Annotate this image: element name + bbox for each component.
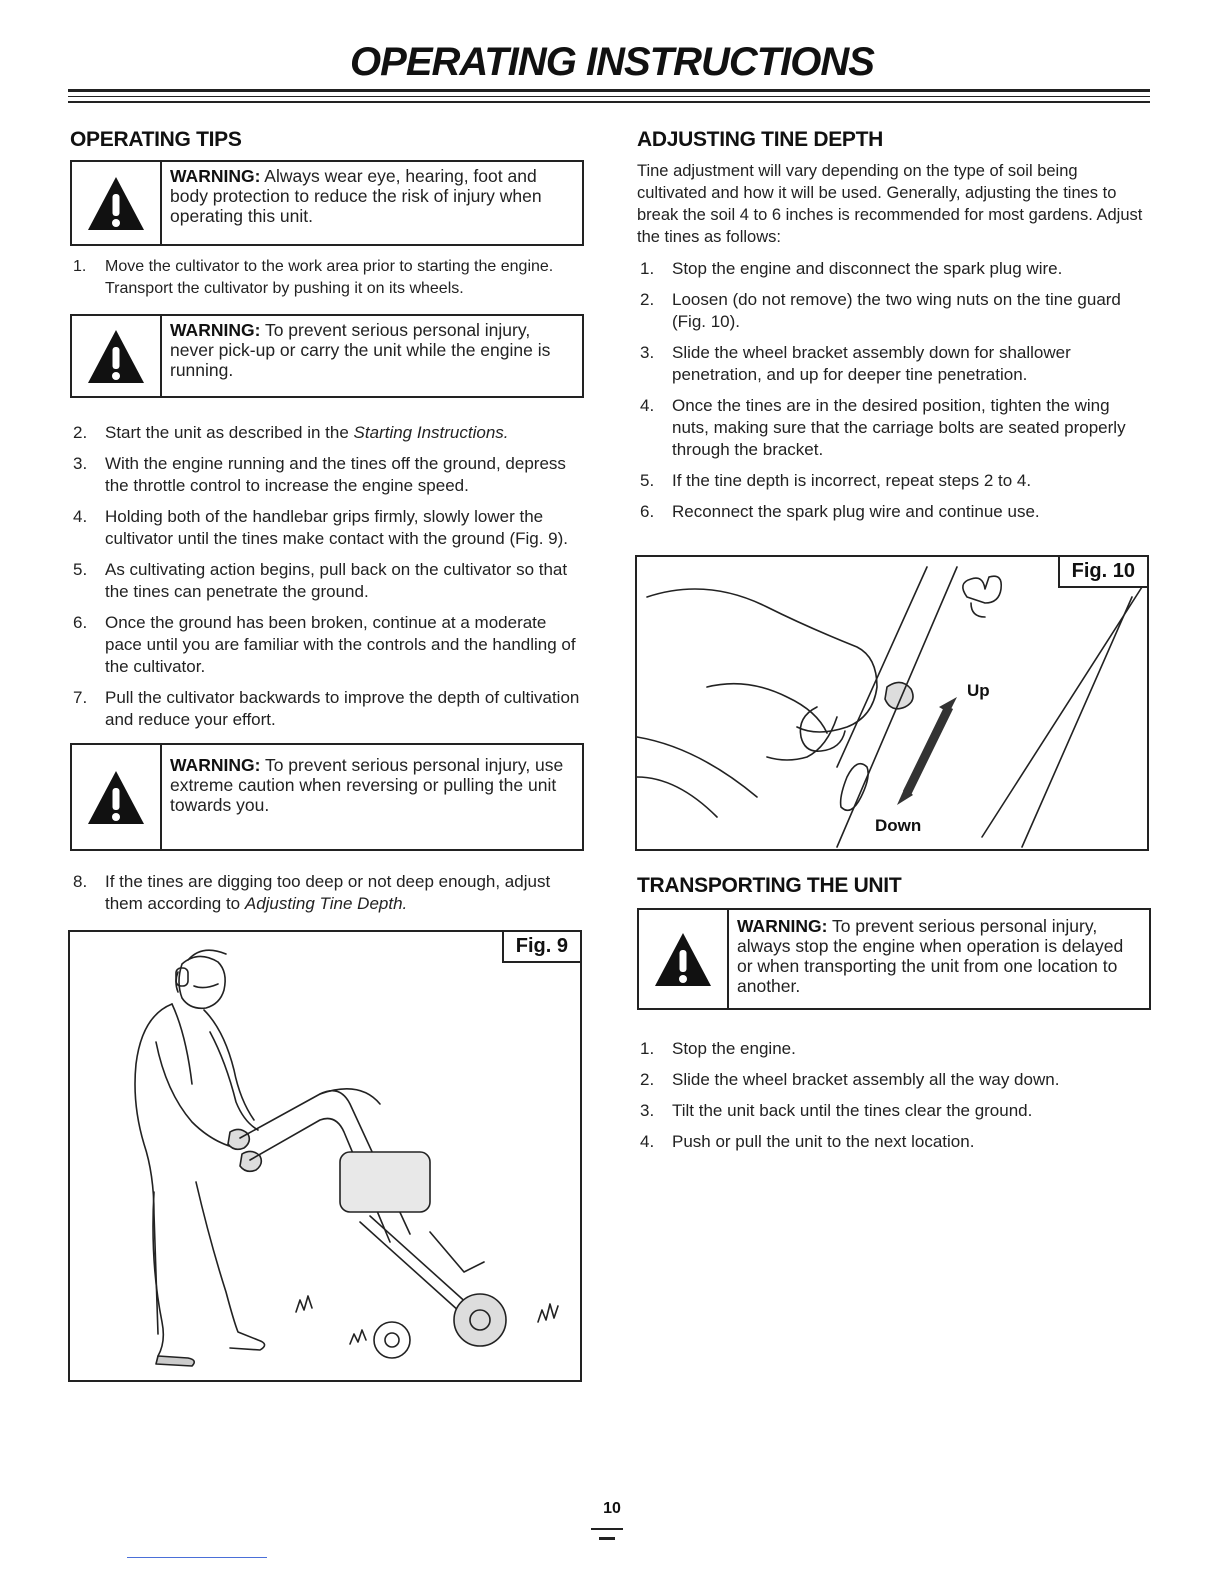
warning-body: To prevent serious personal injury, never pick-up or carry the unit while the engine is running.: [170, 320, 551, 380]
list-item: [637, 395, 1151, 461]
step-text: Push or pull the unit to the next location.: [672, 1132, 975, 1151]
step-text: If the tines are digging too deep or not deep enough, adjust them according to: [105, 872, 551, 913]
step-text: Loosen (do not remove) the two wing nuts on the tine guard (Fig. 10).: [672, 290, 1121, 331]
step-number: 3.: [640, 343, 655, 362]
warning-text: [162, 162, 582, 244]
page-number-rule: [599, 1537, 615, 1540]
step-number: 5.: [640, 471, 655, 490]
list-item: [637, 470, 1151, 492]
step-number: 8.: [73, 872, 88, 891]
list-item: [70, 612, 584, 678]
warning-box: [70, 743, 584, 851]
steps-list: [70, 422, 584, 731]
steps-list: [70, 256, 584, 300]
step-number: 7.: [73, 688, 88, 707]
step-text: Reconnect the spark plug wire and continue use.: [672, 502, 1040, 521]
step-reference: Adjusting Tine Depth.: [244, 894, 408, 913]
warning-label: WARNING:: [737, 916, 828, 936]
steps-list: [637, 1038, 1151, 1153]
step-text: With the engine running and the tines off the ground, depress the throttle control to increase the engine speed.: [105, 454, 566, 495]
list-item: [637, 501, 1151, 523]
step-number: 4.: [73, 507, 88, 526]
footer-link-underline: [127, 1557, 267, 1558]
warning-text: [729, 910, 1149, 1008]
list-item: [70, 559, 584, 603]
step-number: 4.: [640, 1132, 655, 1151]
step-number: 5.: [73, 560, 88, 579]
intro-paragraph: Tine adjustment will vary depending on the type of soil being cultivated and how it will be used. Generally, adjusting the tines to break the soil 4 to 6 inches is recommended for most gardens. Adjust the tines as follows:: [637, 162, 1143, 246]
step-number: 2.: [640, 1070, 655, 1089]
cultivator-operator-illustration: [70, 932, 580, 1380]
figure-9: [68, 930, 582, 1382]
header-rule: [68, 101, 1150, 103]
page-title: OPERATING INSTRUCTIONS: [350, 40, 874, 84]
step-number: 3.: [73, 454, 88, 473]
warning-label: WARNING:: [170, 166, 261, 186]
step-number: 2.: [640, 290, 655, 309]
warning-triangle-icon: [639, 910, 729, 1008]
steps-list: [70, 871, 584, 915]
header-rule: [68, 89, 1150, 92]
warning-body: To prevent serious personal injury, use extreme caution when reversing or pulling the unit towards you.: [170, 755, 564, 815]
figure-10: [635, 555, 1149, 851]
list-item: [637, 289, 1151, 333]
step-text: If the tine depth is incorrect, repeat steps 2 to 4.: [672, 471, 1032, 490]
warning-label: WARNING:: [170, 755, 261, 775]
step-number: 1.: [73, 258, 87, 275]
step-text: Stop the engine.: [672, 1039, 796, 1058]
warning-box: [637, 908, 1151, 1010]
list-item: [70, 453, 584, 497]
step-text: Tilt the unit back until the tines clear the ground.: [672, 1101, 1033, 1120]
wing-nut-adjustment-illustration: [637, 557, 1147, 849]
step-text: Once the tines are in the desired position, tighten the wing nuts, making sure that the carriage bolts are seated properly through the bracket.: [672, 396, 1126, 459]
step-text: Holding both of the handlebar grips firmly, slowly lower the cultivator until the tines make contact with the ground (Fig. 9).: [105, 507, 569, 548]
page-number: 10: [603, 1500, 621, 1517]
warning-box: [70, 314, 584, 398]
list-item: [70, 256, 584, 300]
step-number: 2.: [73, 423, 88, 442]
step-text: Start the unit as described in the: [105, 423, 354, 442]
page-number-rule: [591, 1528, 623, 1530]
right-column: [637, 128, 1151, 1151]
warning-body: Always wear eye, hearing, foot and body protection to reduce the risk of injury when operating this unit.: [170, 166, 542, 226]
list-item: [637, 1069, 1151, 1091]
figure-label: Fig. 10: [1058, 557, 1147, 588]
warning-triangle-icon: [72, 162, 162, 244]
step-reference: Starting Instructions.: [353, 423, 509, 442]
section-heading-operating-tips: OPERATING TIPS: [70, 128, 242, 151]
step-text: Slide the wheel bracket assembly all the way down.: [672, 1070, 1060, 1089]
down-label: Down: [875, 816, 922, 835]
step-text: Move the cultivator to the work area prior to starting the engine. Transport the cultivator by pushing it on its wheels.: [105, 258, 554, 297]
list-item: [637, 258, 1151, 280]
warning-triangle-icon: [72, 745, 162, 849]
list-item: [637, 1038, 1151, 1060]
up-label: Up: [967, 681, 990, 700]
section-heading-adjusting-tine-depth: ADJUSTING TINE DEPTH: [637, 128, 884, 151]
section-heading-transporting: TRANSPORTING THE UNIT: [637, 874, 902, 897]
step-text: As cultivating action begins, pull back on the cultivator so that the tines can penetrate the ground.: [105, 560, 568, 601]
warning-box: [70, 160, 584, 246]
warning-triangle-icon: [72, 316, 162, 396]
list-item: [637, 342, 1151, 386]
figure-label: Fig. 9: [502, 932, 580, 963]
step-number: 1.: [640, 1039, 655, 1058]
warning-label: WARNING:: [170, 320, 261, 340]
list-item: [70, 871, 584, 915]
steps-list: [637, 258, 1151, 523]
list-item: [70, 687, 584, 731]
left-column: [70, 128, 584, 957]
transporting-section: [637, 874, 1151, 1162]
step-text: Stop the engine and disconnect the spark plug wire.: [672, 259, 1063, 278]
step-number: 6.: [73, 613, 88, 632]
step-text: Slide the wheel bracket assembly down for shallower penetration, and up for deeper tine penetration.: [672, 343, 1071, 384]
list-item: [70, 506, 584, 550]
warning-text: [162, 745, 582, 849]
step-text: Pull the cultivator backwards to improve the depth of cultivation and reduce your effort.: [105, 688, 580, 729]
warning-text: [162, 316, 582, 396]
step-number: 3.: [640, 1101, 655, 1120]
list-item: [70, 422, 584, 444]
warning-body: To prevent serious personal injury, always stop the engine when operation is delayed or when transporting the unit from one location to another.: [737, 916, 1124, 996]
list-item: [637, 1100, 1151, 1122]
header-rule: [68, 96, 1150, 97]
list-item: [637, 1131, 1151, 1153]
step-number: 1.: [640, 259, 655, 278]
step-number: 6.: [640, 502, 655, 521]
step-number: 4.: [640, 396, 655, 415]
step-text: Once the ground has been broken, continue at a moderate pace until you are familiar with the controls and the handling of the cultivator.: [105, 613, 576, 676]
